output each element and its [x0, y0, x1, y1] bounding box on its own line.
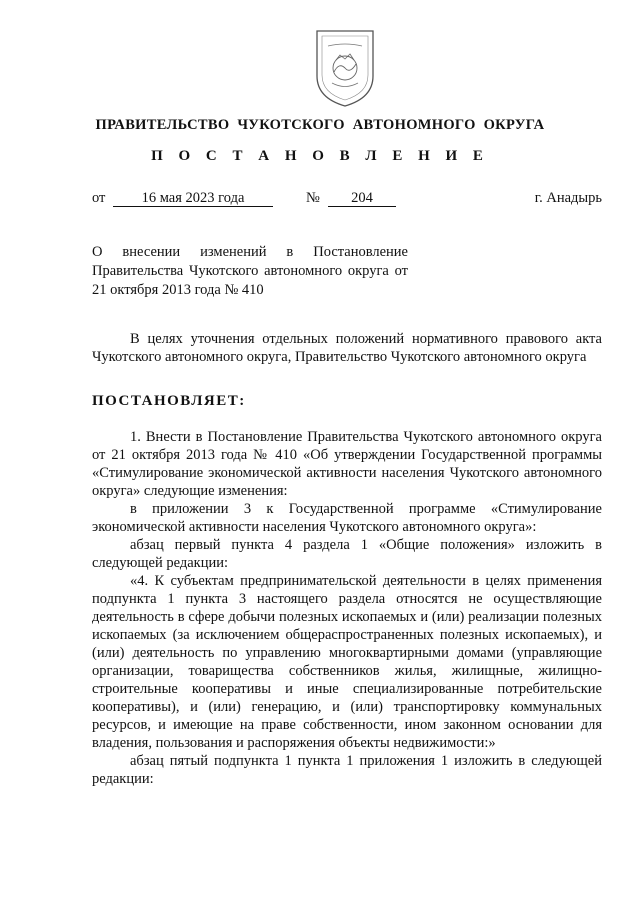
paragraph: в приложении 3 к Государственной программе «Стимулирование экономической активности населения Чукотского автономного округа»:	[92, 501, 602, 535]
preamble: В целях уточнения отдельных положений нормативного правового акта Чукотского автономного округа, Правительство Чукотского автономного округа	[92, 331, 602, 365]
date-field	[113, 190, 273, 207]
organization-title: ПРАВИТЕЛЬСТВО ЧУКОТСКОГО АВТОНОМНОГО ОКРУГА	[95, 117, 545, 133]
city: г. Анадырь	[534, 190, 602, 206]
number-sign: №	[306, 190, 320, 206]
coat-of-arms-icon	[312, 28, 378, 108]
date-prefix: от	[92, 190, 106, 206]
document-number: 204	[328, 190, 396, 207]
paragraph: 1. Внести в Постановление Правительства Чукотского автономного округа от 21 октября 2013 года № 410 «Об утверждении Государственной программы «Стимулирование экономической активности населения Чукотского автономного округа» следующие изменения:	[92, 429, 602, 499]
paragraph: абзац первый пункта 4 раздела 1 «Общие положения» изложить в следующей редакции:	[92, 537, 602, 571]
decree-word: ПОСТАНОВЛЯЕТ:	[92, 393, 246, 409]
document-body	[92, 330, 602, 788]
document-date: 16 мая 2023 года	[113, 190, 273, 207]
document-type: П О С Т А Н О В Л Е Н И Е	[151, 148, 489, 164]
number-field	[328, 190, 396, 207]
paragraph: абзац пятый подпункта 1 пункта 1 приложения 1 изложить в следующей редакции:	[92, 753, 602, 787]
paragraph: «4. К субъектам предпринимательской деятельности в целях применения подпункта 1 пункта 3 настоящего раздела относятся не осуществляющие деятельность в сфере добычи полезных ископаемых и (или) реализации полезных ископаемых (за исключением общераспространенных полезных ископаемых), и (или) деятельность по управлению многоквартирными домами (управляющие организации, товарищества собственников жилья, жилищные, жилищно-строительные кооперативы и иные специализированные потребительские кооперативы), и (или) генерацию, и (или) транспортировку коммунальных ресурсов, и имеющие на праве собственности, ином законном основании для владения, пользования и распоряжения объекты недвижимости:»	[92, 573, 602, 751]
document-subject: О внесении изменений в Постановление Правительства Чукотского автономного округа от 21 октября 2013 года № 410	[92, 244, 408, 298]
